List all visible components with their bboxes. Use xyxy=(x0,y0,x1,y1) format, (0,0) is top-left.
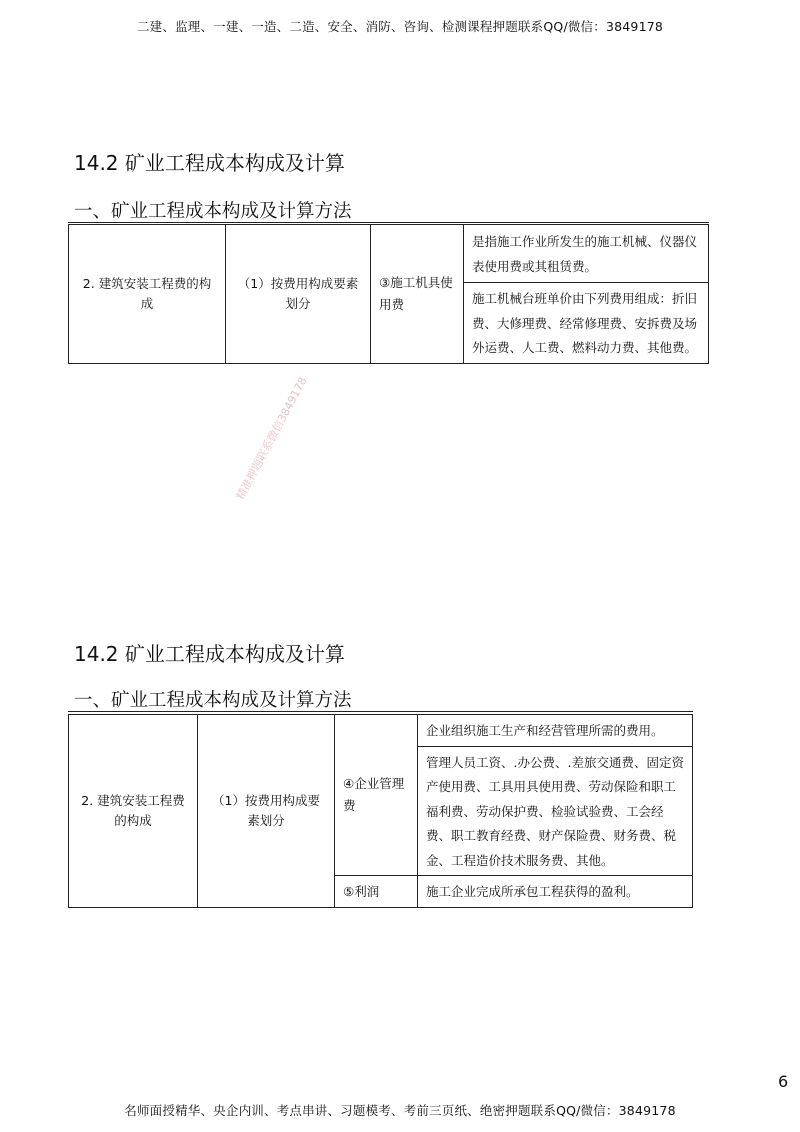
page-header: 二建、监理、一建、一造、二造、安全、消防、咨询、检测课程押题联系QQ/微信：3849178 xyxy=(136,19,664,34)
cost-table xyxy=(68,714,693,908)
description-cell: 企业组织施工生产和经营管理所需的费用。 xyxy=(418,715,693,747)
title-underline xyxy=(68,222,709,223)
description-cell: 管理人员工资、.办公费、.差旅交通费、固定资产使用费、工具用具使用费、劳动保险和职工福利费、劳动保护费、检验试验费、工会经费、职工教育经费、财产保险费、财务费、税金、工程造价技术服务费、其他。 xyxy=(418,746,693,876)
cost-category-cell: 2. 建筑安装工程费的构成 xyxy=(69,715,198,908)
page-number: 6 xyxy=(778,1072,789,1091)
section-subtitle: 一、矿业工程成本构成及计算方法 xyxy=(74,690,352,711)
section-title: 14.2 矿业工程成本构成及计算 xyxy=(74,151,345,175)
division-method-cell: （1）按费用构成要素划分 xyxy=(226,225,371,364)
description-cell: 是指施工作业所发生的施工机械、仪器仪表使用费或其租赁费。 xyxy=(464,225,709,283)
page-footer: 名师面授精华、央企内训、考点串讲、习题模考、考前三页纸、绝密押题联系QQ/微信：3849178 xyxy=(124,1103,676,1118)
section-subtitle: 一、矿业工程成本构成及计算方法 xyxy=(74,201,352,222)
cost-item-cell: ④企业管理费 xyxy=(335,715,418,876)
description-cell: 施工企业完成所承包工程获得的盈利。 xyxy=(418,876,693,908)
cost-table xyxy=(68,224,709,364)
division-method-cell: （1）按费用构成要素划分 xyxy=(198,715,335,908)
description-cell: 施工机械台班单价由下列费用组成：折旧费、大修理费、经常修理费、安拆费及场外运费、人工费、燃料动力费、其他费。 xyxy=(464,283,709,364)
title-underline xyxy=(68,711,693,712)
section-title: 14.2 矿业工程成本构成及计算 xyxy=(74,642,345,666)
watermark: 精准押题联系微信3849178 xyxy=(233,374,310,503)
cost-category-cell: 2. 建筑安装工程费的构成 xyxy=(69,225,226,364)
cost-item-cell: ③施工机具使用费 xyxy=(371,225,464,364)
cost-item-cell: ⑤利润 xyxy=(335,876,418,908)
